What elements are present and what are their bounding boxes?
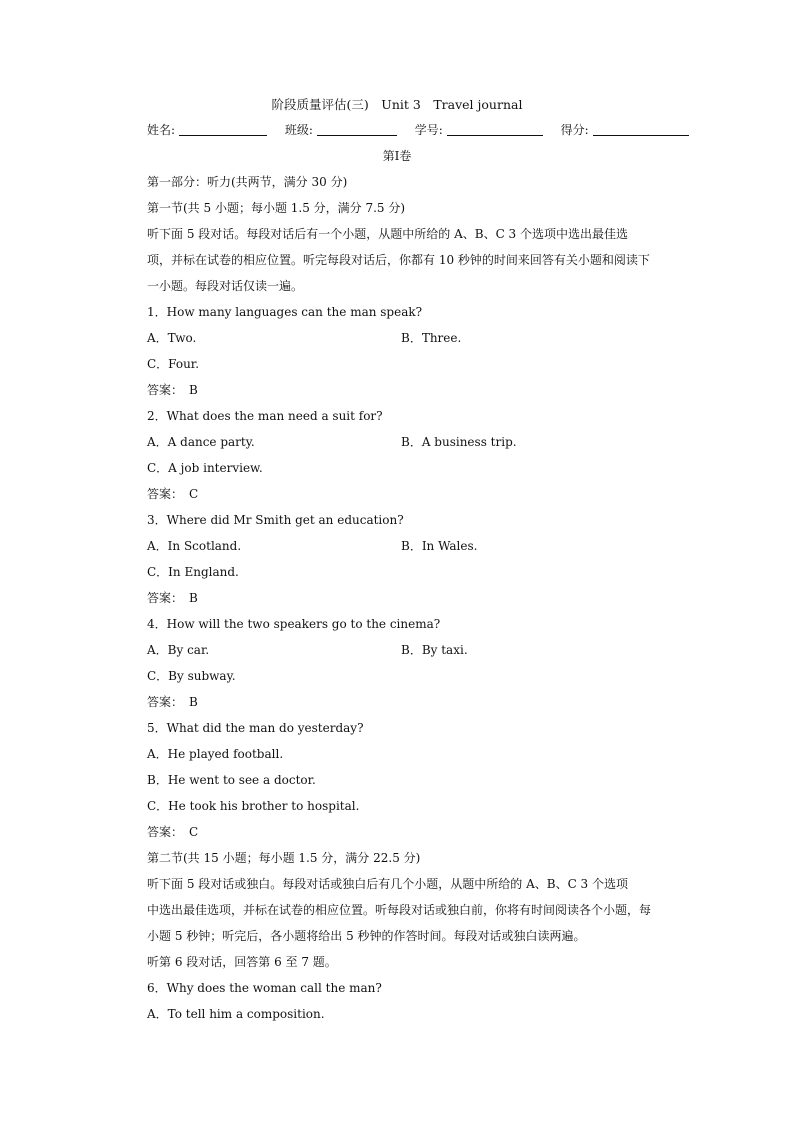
question-2-option-c[interactable]: C．A job interview. xyxy=(147,461,263,475)
question-6-option-a[interactable]: A．To tell him a composition. xyxy=(147,1007,325,1021)
question-4-option-b[interactable]: B．By taxi. xyxy=(401,643,468,657)
question-4-stem: 4．How will the two speakers go to the cinema? xyxy=(147,617,441,631)
question-3-option-b[interactable]: B．In Wales. xyxy=(401,539,478,553)
section1-instruction-line1: 听下面 5 段对话。每段对话后有一个小题，从题中所给的 A、B、C 3 个选项中选出最佳选 xyxy=(147,227,629,241)
question-1-option-c[interactable]: C．Four. xyxy=(147,357,200,371)
section2-heading: 第二节(共 15 小题；每小题 1.5 分，满分 22.5 分) xyxy=(147,851,421,865)
class-blank[interactable] xyxy=(317,123,397,136)
name-blank[interactable] xyxy=(179,123,267,136)
section1-heading: 第一节(共 5 小题；每小题 1.5 分，满分 7.5 分) xyxy=(147,201,406,215)
question-4-answer: 答案： B xyxy=(147,695,198,709)
question-2-option-a[interactable]: A．A dance party. xyxy=(147,435,255,449)
question-4-option-a[interactable]: A．By car. xyxy=(147,643,210,657)
question-5-option-c[interactable]: C．He took his brother to hospital. xyxy=(147,799,360,813)
question-6-stem: 6．Why does the woman call the man? xyxy=(147,981,382,995)
section1-instruction-line3: 一小题。每段对话仅读一遍。 xyxy=(147,279,304,293)
question-5-stem: 5．What did the man do yesterday? xyxy=(147,721,364,735)
question-2-stem: 2．What does the man need a suit for? xyxy=(147,409,383,423)
name-label: 姓名: xyxy=(147,123,176,137)
student-id-label: 学号: xyxy=(414,123,443,137)
question-3-option-a[interactable]: A．In Scotland. xyxy=(147,539,242,553)
section2-instruction-line2: 中选出最佳选项，并标在试卷的相应位置。听每段对话或独白前，你将有时间阅读各个小题，每 xyxy=(147,903,652,917)
question-2-answer: 答案： C xyxy=(147,487,199,501)
page-title: 阶段质量评估(三) Unit 3 Travel journal xyxy=(271,97,523,112)
question-4-option-c[interactable]: C．By subway. xyxy=(147,669,236,683)
question-2-option-b[interactable]: B．A business trip. xyxy=(401,435,517,449)
question-3-option-c[interactable]: C．In England. xyxy=(147,565,239,579)
student-id-blank[interactable] xyxy=(447,123,543,136)
part1-heading: 第一部分：听力(共两节，满分 30 分) xyxy=(147,175,348,189)
question-5-option-a[interactable]: A．He played football. xyxy=(147,747,284,761)
score-blank[interactable] xyxy=(593,123,689,136)
section2-instruction-line3: 小题 5 秒钟；听完后，各小题将给出 5 秒钟的作答时间。每段对话或独白读两遍。 xyxy=(147,929,586,943)
student-info-row xyxy=(147,121,695,138)
dialogue-6-note: 听第 6 段对话，回答第 6 至 7 题。 xyxy=(147,955,337,969)
question-5-answer: 答案： C xyxy=(147,825,199,839)
section2-instruction-line1: 听下面 5 段对话或独白。每段对话或独白后有几个小题，从题中所给的 A、B、C 3 个选项 xyxy=(147,877,629,891)
question-1-option-b[interactable]: B．Three. xyxy=(401,331,462,345)
volume-heading: 第Ⅰ卷 xyxy=(382,149,412,163)
question-1-stem: 1．How many languages can the man speak? xyxy=(147,305,423,319)
question-3-answer: 答案： B xyxy=(147,591,198,605)
question-1-answer: 答案： B xyxy=(147,383,198,397)
section1-instruction-line2: 项，并标在试卷的相应位置。听完每段对话后，你都有 10 秒钟的时间来回答有关小题和阅读下 xyxy=(147,253,650,267)
question-5-option-b[interactable]: B．He went to see a doctor. xyxy=(147,773,316,787)
score-label: 得分: xyxy=(560,123,589,137)
class-label: 班级: xyxy=(284,123,313,137)
question-1-option-a[interactable]: A．Two. xyxy=(147,331,197,345)
question-3-stem: 3．Where did Mr Smith get an education? xyxy=(147,513,404,527)
